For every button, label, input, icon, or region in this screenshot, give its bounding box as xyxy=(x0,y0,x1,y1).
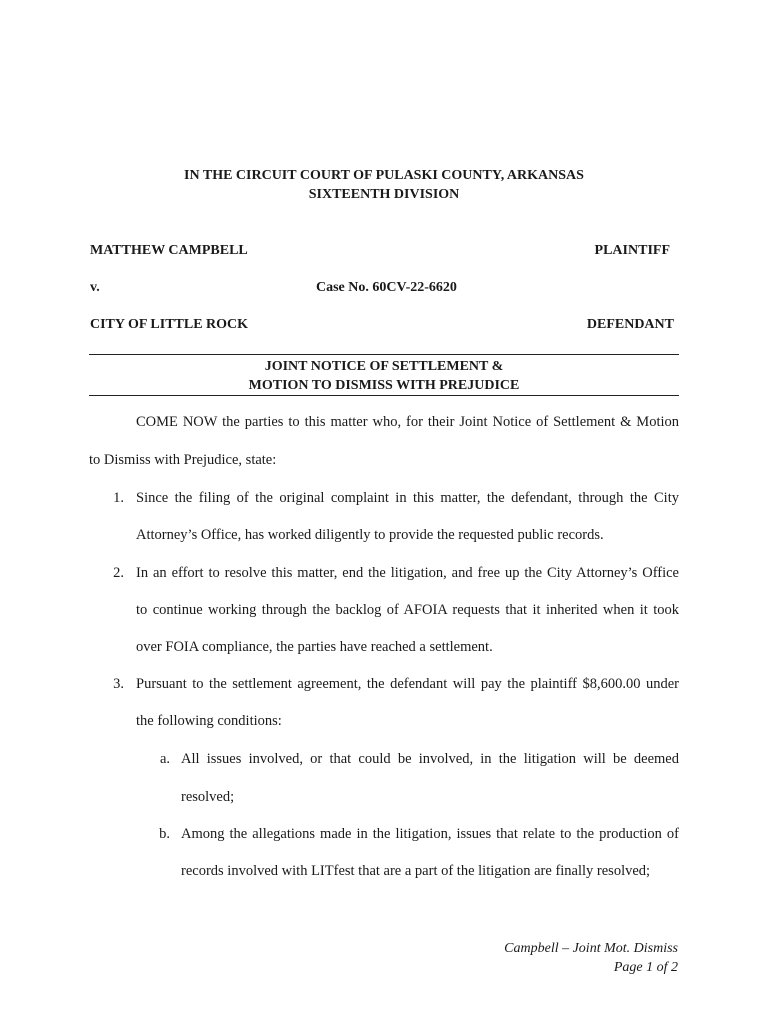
subitem-letter: b. xyxy=(159,826,170,842)
versus-label: v. xyxy=(90,280,100,295)
intro-paragraph-line: to Dismiss with Prejudice, state: xyxy=(89,452,277,468)
item-line: Attorney’s Office, has worked diligently to provide the requested public records. xyxy=(136,527,604,543)
item-number: 1. xyxy=(113,490,124,506)
court-heading: IN THE CIRCUIT COURT OF PULASKI COUNTY, ARKANSAS xyxy=(184,168,584,183)
subitem-line: Among the allegations made in the litigation, issues that relate to the production of xyxy=(181,826,679,842)
division-heading: SIXTEENTH DIVISION xyxy=(308,187,460,202)
item-number: 2. xyxy=(113,565,124,581)
case-number: Case No. 60CV-22-6620 xyxy=(316,280,457,295)
plaintiff-name: MATTHEW CAMPBELL xyxy=(90,243,248,258)
item-number: 3. xyxy=(113,676,124,692)
defendant-name: CITY OF LITTLE ROCK xyxy=(90,317,249,332)
item-line: Since the filing of the original complaint in this matter, the defendant, through the City xyxy=(136,490,679,506)
subitem-line: All issues involved, or that could be involved, in the litigation will be deemed xyxy=(181,751,679,767)
footer-page-number: Page 1 of 2 xyxy=(613,960,678,975)
item-line: In an effort to resolve this matter, end the litigation, and free up the City Attorney’s Office xyxy=(136,565,679,581)
defendant-label: DEFENDANT xyxy=(586,317,674,332)
document-title-line2: MOTION TO DISMISS WITH PREJUDICE xyxy=(248,378,520,393)
subitem-letter: a. xyxy=(159,751,170,767)
title-bottom-rule xyxy=(89,395,679,396)
plaintiff-label: PLAINTIFF xyxy=(594,243,670,258)
footer-short-title: Campbell – Joint Mot. Dismiss xyxy=(504,941,678,956)
subitem-line: resolved; xyxy=(181,789,235,805)
intro-paragraph-line: COME NOW the parties to this matter who, for their Joint Notice of Settlement & Motion xyxy=(136,414,679,430)
subitem-line: records involved with LITfest that are a part of the litigation are finally resolved; xyxy=(181,863,651,879)
document-title-line1: JOINT NOTICE OF SETTLEMENT & xyxy=(264,359,504,374)
title-top-rule xyxy=(89,354,679,355)
item-line: to continue working through the backlog of AFOIA requests that it inherited when it took xyxy=(136,602,679,618)
item-line: Pursuant to the settlement agreement, the defendant will pay the plaintiff $8,600.00 under xyxy=(136,676,679,692)
item-line: over FOIA compliance, the parties have reached a settlement. xyxy=(136,639,493,655)
item-line: the following conditions: xyxy=(136,713,282,729)
